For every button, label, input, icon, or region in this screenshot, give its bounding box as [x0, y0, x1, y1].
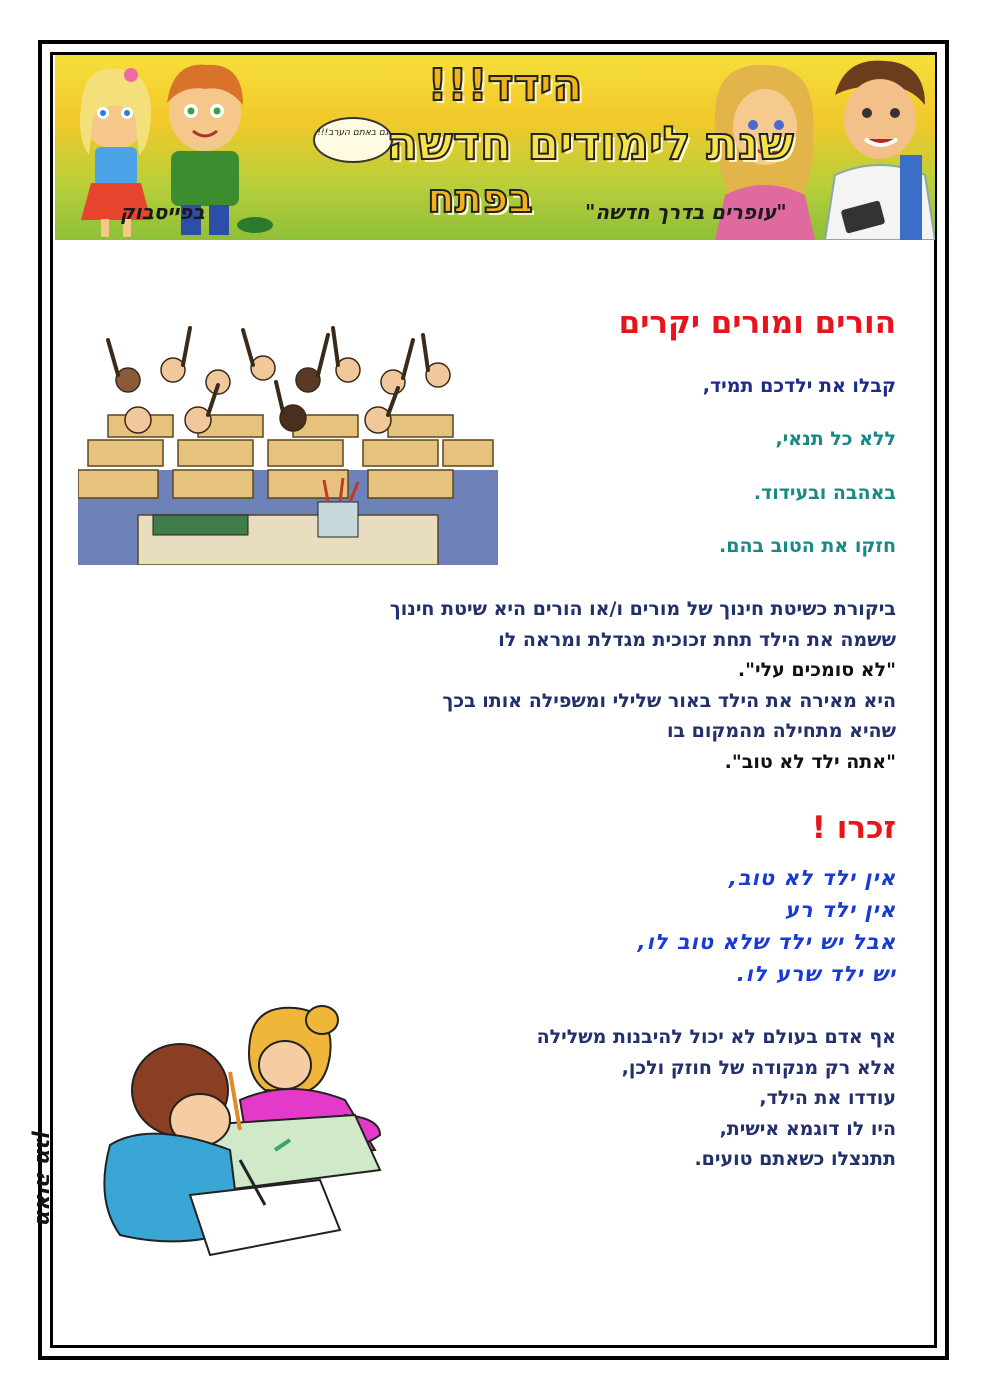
kids-studying-illustration	[90, 1000, 390, 1265]
banner-line3: בפתח	[427, 176, 533, 222]
lead-line-2: ללא כל תנאי,	[775, 428, 896, 450]
para2-line2: אלא רק מנקודה של חוזק ולכן,	[621, 1056, 896, 1079]
criticism-paragraph	[390, 594, 896, 777]
verse-line-4: יש ילד שרע לו.	[736, 962, 896, 986]
para2-line1: אף אדם בעולם לא יכול להיבנות משלילה	[536, 1026, 896, 1048]
remember-title: זכרו !	[811, 810, 896, 846]
para1-line1: ביקורת כשיטת חינוך של מורים ו/או הורים היא שיטת חינוך	[389, 598, 896, 620]
section-title: הורים ומורים יקרים	[618, 305, 896, 341]
banner-tagline: "עופרים בדרך חדשה"	[585, 200, 787, 224]
para1-line3: "לא סומכים עלי".	[737, 659, 896, 681]
lead-line-1: קבלו את ילדכם תמיד,	[702, 375, 896, 397]
banner-line1: הידד!!!	[427, 60, 583, 111]
para2-line4: היו לו דוגמא אישית,	[719, 1117, 896, 1140]
classroom-illustration	[78, 320, 498, 565]
lead-line-3: באהבה ובעידוד.	[753, 482, 896, 504]
script-verse	[638, 862, 896, 990]
verse-line-3: אבל יש ילד שלא טוב לו,	[637, 930, 896, 954]
lead-line-4: חזקו את הטוב בהם.	[719, 535, 896, 557]
para2-line3: עודדו את הילד,	[759, 1087, 896, 1109]
encouragement-paragraph	[537, 1022, 896, 1175]
banner-line2: שנת לימודים חדשה	[386, 116, 794, 170]
banner-facebook: בפייסבוק	[120, 200, 205, 224]
para1-line4: היא מאירה את הילד באור שלילי ומשפילה אותו בכך	[442, 689, 896, 712]
para2-line5: תתנצלו כשאתם טועים.	[694, 1148, 896, 1170]
speech-bubble: גם באתם הערב!!!	[313, 117, 393, 163]
para1-line2: ששמה את הילד תחת זכוכית מגדלת ומראה לו	[498, 628, 896, 651]
verse-line-2: אין ילד רע	[784, 898, 896, 922]
author-signature: מאיה מגן	[31, 1130, 56, 1225]
para1-line5: שהיא מתחילה מהמקום בו	[666, 720, 896, 742]
verse-line-1: אין ילד לא טוב,	[728, 866, 896, 890]
para1-line6: "אתה ילד לא טוב".	[724, 750, 896, 773]
